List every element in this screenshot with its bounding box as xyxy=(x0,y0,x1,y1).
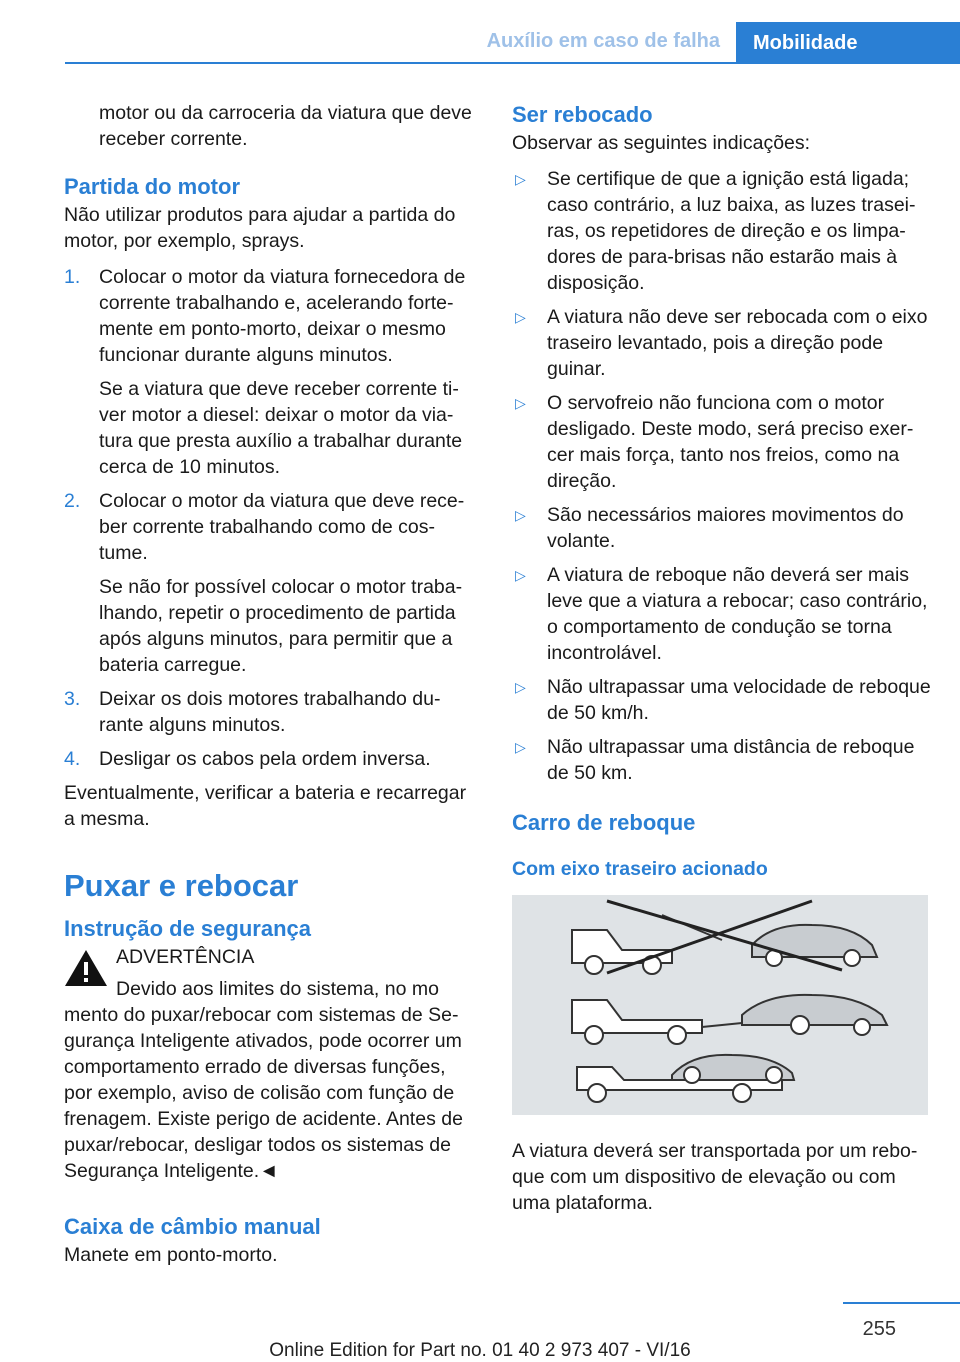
manual-gearbox-heading: Caixa de câmbio manual xyxy=(64,1214,321,1239)
bullet-triangle-icon: ▷ xyxy=(515,309,526,325)
bullet-triangle-icon: ▷ xyxy=(515,507,526,523)
bullet-triangle-icon: ▷ xyxy=(515,679,526,695)
warning-block xyxy=(64,944,476,1184)
bullet-text: Não ultrapassar uma distância de reboque de 50 km. xyxy=(547,736,915,784)
after-text: Eventualmente, verificar a bateria e recarregar a mesma. xyxy=(64,782,467,830)
step-number: 3. xyxy=(64,688,81,710)
bullet-text: Não ultrapassar uma velocidade de reboque de 50 km/h. xyxy=(547,676,931,724)
warning-text: mento do puxar/rebocar com sistemas de Segurança Inteligente ativados, pode ocorrer um comportamento errado de diversas funções, por exemplo, aviso de colisão com função de frenagem. Existe perigo de acidente. Antes de puxar/rebocar, desligar todos os sistemas de Segurança Inteligente.◄ xyxy=(64,1004,463,1182)
step-subtext: Se não for possível colocar o motor trabalhando, repetir o procedimento de partida após alguns minutos, para permitir que a bateria carregue. xyxy=(99,576,463,676)
tow-truck-heading: Carro de reboque xyxy=(512,810,696,835)
step-text: Colocar o motor da viatura que deve receber corrente trabalhando como de costume. xyxy=(99,490,465,564)
step-3 xyxy=(64,686,476,738)
step-1 xyxy=(64,264,476,480)
tow-bullet xyxy=(512,674,932,726)
tow-truck-illustration xyxy=(512,895,928,1115)
bullet-triangle-icon: ▷ xyxy=(515,171,526,187)
bullet-text: O servofreio não funciona com o motor desligado. Deste modo, será preciso exercer mais força, tanto nos freios, como na direção. xyxy=(547,392,914,492)
tow-bullet xyxy=(512,166,932,296)
safety-heading: Instrução de segurança xyxy=(64,916,311,941)
edition-footer: Online Edition for Part no. 01 40 2 973 407 - VI/16 xyxy=(269,1340,691,1361)
step-text: Deixar os dois motores trabalhando durante alguns minutos. xyxy=(99,688,441,736)
bullet-text: Se certifique de que a ignição está ligada; caso contrário, a luz baixa, as luzes traseiras, os repetidores de direção e os limpadores de para-brisas não estarão mais à disposição. xyxy=(547,168,916,294)
tow-bullet xyxy=(512,734,932,786)
intro-text: motor ou da carroceria da viatura que deve receber corrente. xyxy=(99,102,472,150)
step-text: Desligar os cabos pela ordem inversa. xyxy=(99,748,431,770)
tow-bullet xyxy=(512,562,932,666)
warning-title: ADVERTÊNCIA xyxy=(116,946,255,968)
tow-bullet xyxy=(512,390,932,494)
step-4 xyxy=(64,746,476,772)
left-column xyxy=(64,100,476,1278)
bullet-triangle-icon: ▷ xyxy=(515,739,526,755)
step-number: 1. xyxy=(64,266,81,288)
bullet-text: A viatura não deve ser rebocada com o eixo traseiro levantado, pois a direção pode guinar. xyxy=(547,306,928,380)
start-heading: Partida do motor xyxy=(64,174,241,199)
bullet-triangle-icon: ▷ xyxy=(515,395,526,411)
page-number: 255 xyxy=(862,1318,896,1340)
header-section-title: Auxílio em caso de falha xyxy=(486,30,720,52)
bullet-text: São necessários maiores movimentos do volante. xyxy=(547,504,904,552)
tow-bullet xyxy=(512,502,932,554)
warning-icon xyxy=(64,948,108,988)
step-text: Colocar o motor da viatura fornecedora de corrente trabalhando e, acelerando fortemente em ponto-morto, deixar o mesmo funcionar durante alguns minutos. xyxy=(99,266,466,366)
bullet-triangle-icon: ▷ xyxy=(515,567,526,583)
footer-divider xyxy=(843,1302,960,1304)
manual-gearbox-text: Manete em ponto-morto. xyxy=(64,1244,278,1266)
step-number: 4. xyxy=(64,748,81,770)
header-chapter-tab: Mobilidade xyxy=(736,22,960,62)
warning-first-line: Devido aos limites do sistema, no mo xyxy=(116,978,439,1000)
right-column xyxy=(512,100,932,1226)
tow-intro: Observar as seguintes indicações: xyxy=(512,132,811,154)
tow-heading: Ser rebocado xyxy=(512,102,653,127)
step-number: 2. xyxy=(64,490,81,512)
step-2 xyxy=(64,488,476,678)
start-text: Não utilizar produtos para ajudar a partida do motor, por exemplo, sprays. xyxy=(64,204,456,252)
tow-truck-text: A viatura deverá ser transportada por um reboque com um dispositivo de elevação ou com uma plataforma. xyxy=(512,1140,918,1214)
rear-axle-heading: Com eixo traseiro acionado xyxy=(512,858,768,880)
page-header xyxy=(65,0,960,64)
main-heading: Puxar e rebocar xyxy=(64,868,299,903)
step-subtext: Se a viatura que deve receber corrente tiver motor a diesel: deixar o motor da viatura que presta auxílio a trabalhar durante cerca de 10 minutos. xyxy=(99,378,463,478)
tow-bullet xyxy=(512,304,932,382)
bullet-text: A viatura de reboque não deverá ser mais leve que a viatura a rebocar; caso contrário, o comportamento de condução se torna incontrolável. xyxy=(547,564,928,664)
